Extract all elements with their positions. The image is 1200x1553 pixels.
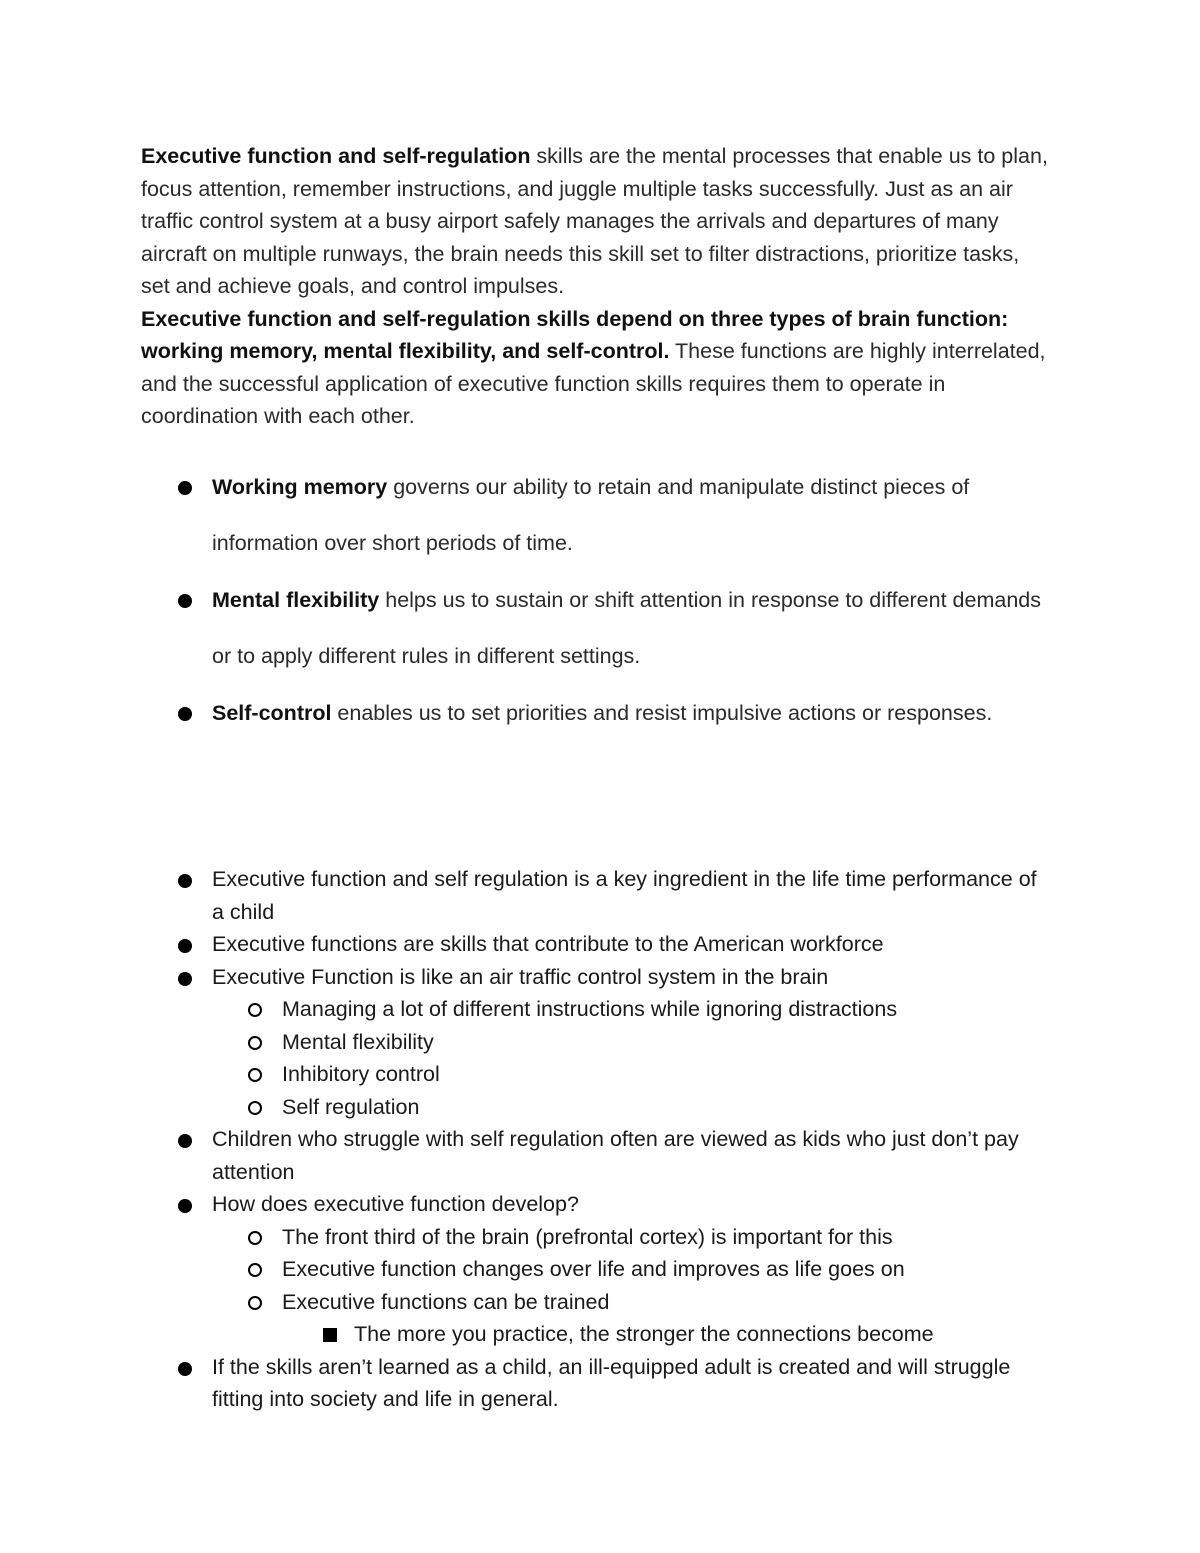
intro-paragraph-1-text: skills are the mental processes that enable us to plan, focus attention, remember instructions, and juggle multiple tasks successfully. Just as an air traffic control system at a busy airport safely manages the arrivals and departures of many aircraft on multiple runways, the brain needs this skill set to filter distractions, prioritize tasks, set and achieve goals, and control impulses. xyxy=(141,144,1048,298)
intro-paragraph-2-text: These functions are highly interrelated, and the successful application of executive function skills requires them to operate in coordination with each other. xyxy=(141,339,1046,428)
note-text: If the skills aren’t learned as a child, an ill-equipped adult is created and will struggle fitting into society and life in general. xyxy=(212,1354,1011,1411)
sub-note-text: Mental flexibility xyxy=(282,1029,434,1054)
sub-note-text: Managing a lot of different instructions while ignoring distractions xyxy=(282,997,898,1021)
hollow-bullet-icon xyxy=(248,1231,262,1245)
note-text: How does executive function develop? xyxy=(212,1192,579,1216)
bullet-icon xyxy=(178,707,192,721)
bullet-icon xyxy=(178,972,192,986)
note-text: Children who struggle with self regulation often are viewed as kids who just don’t pay attention xyxy=(212,1127,1019,1184)
sub-note-item xyxy=(141,1253,1051,1286)
note-text: Executive functions are skills that contribute to the American workforce xyxy=(212,932,884,956)
sub-note-item xyxy=(141,1286,1051,1319)
brain-function-list xyxy=(141,459,1051,742)
bullet-icon xyxy=(178,939,192,953)
sub-note-text: The front third of the brain (prefrontal cortex) is important for this xyxy=(282,1224,893,1249)
note-item xyxy=(141,863,1051,928)
bullet-icon xyxy=(178,1134,192,1148)
desc-self-control: enables us to set priorities and resist impulsive actions or responses. xyxy=(331,700,993,725)
intro-paragraph-2-bold: Executive function and self-regulation skills depend on three types of brain function: working memory, mental flexibility, and self-control. xyxy=(141,306,1009,363)
sub-note-item xyxy=(141,993,1051,1026)
sub-sub-note-text: The more you practice, the stronger the connections become xyxy=(354,1322,934,1346)
sub-note-text: Executive function changes over life and improves as life goes on xyxy=(282,1257,905,1281)
hollow-bullet-icon xyxy=(248,1036,262,1050)
sub-note-item xyxy=(141,1058,1051,1091)
bullet-icon xyxy=(178,874,192,888)
sub-note-item xyxy=(141,1091,1051,1124)
note-item xyxy=(141,1351,1051,1416)
hollow-bullet-icon xyxy=(248,1003,262,1017)
sub-sub-note-item xyxy=(141,1318,1051,1351)
bullet-icon xyxy=(178,594,192,608)
note-item xyxy=(141,1188,1051,1221)
sub-note-item xyxy=(141,1221,1051,1254)
intro-paragraph-2 xyxy=(141,303,1051,433)
note-text: Executive function and self regulation is a key ingredient in the life time performance of a child xyxy=(212,867,1037,924)
hollow-bullet-icon xyxy=(248,1101,262,1115)
sub-note-text: Executive functions can be trained xyxy=(282,1289,610,1314)
list-item-mental-flexibility xyxy=(141,572,1051,685)
term-mental-flexibility: Mental flexibility xyxy=(212,587,380,612)
square-bullet-icon xyxy=(323,1328,337,1342)
intro-paragraph-1-bold: Executive function and self-regulation xyxy=(141,144,531,168)
desc-mental-flexibility: helps us to sustain or shift attention in response to different demands or to apply different rules in different settings. xyxy=(212,587,1041,668)
sub-note-item xyxy=(141,1026,1051,1059)
note-item xyxy=(141,961,1051,994)
notes-list xyxy=(141,863,1051,1416)
note-text: Executive Function is like an air traffic control system in the brain xyxy=(212,964,829,989)
bullet-icon xyxy=(178,1362,192,1376)
note-item xyxy=(141,1123,1051,1188)
bullet-icon xyxy=(178,1199,192,1213)
note-item xyxy=(141,928,1051,961)
term-self-control: Self-control xyxy=(212,700,332,725)
hollow-bullet-icon xyxy=(248,1263,262,1277)
term-working-memory: Working memory xyxy=(212,474,388,499)
bullet-icon xyxy=(178,481,192,495)
intro-paragraph-1 xyxy=(141,140,1051,303)
document-page xyxy=(141,140,1051,1411)
list-item-self-control xyxy=(141,685,1051,742)
hollow-bullet-icon xyxy=(248,1068,262,1082)
sub-note-text: Inhibitory control xyxy=(282,1062,440,1086)
desc-working-memory: governs our ability to retain and manipulate distinct pieces of information over short periods of time. xyxy=(212,474,970,555)
hollow-bullet-icon xyxy=(248,1296,262,1310)
list-item-working-memory xyxy=(141,459,1051,572)
sub-note-text: Self regulation xyxy=(282,1094,420,1119)
